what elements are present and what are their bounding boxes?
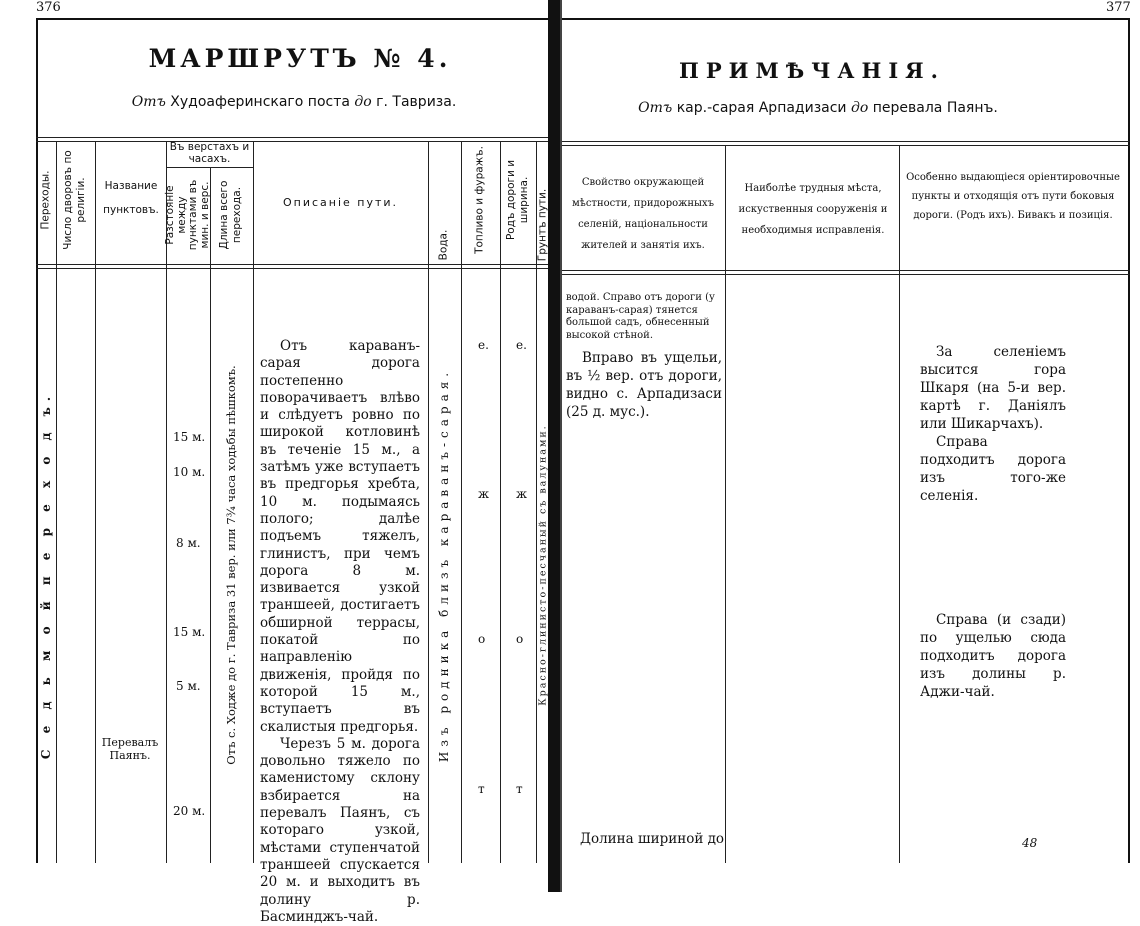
toplivo-mark-4: т [478, 782, 485, 796]
rod-mark-1: е. [516, 338, 527, 352]
notes-subtitle: Отъ кар.-сарая Арпадизаси до перевала Паянъ. [638, 100, 998, 116]
route-description [260, 338, 420, 926]
rod-mark-2: ж [516, 487, 528, 501]
toplivo-mark-3: о [478, 632, 486, 646]
distance-3: 8 м. [176, 536, 201, 550]
description-paragraph-2: Черезъ 5 м. дорога довольно тяжело по каменистому склону взбирается на перевалъ Паянъ, съ котораго узкой, мѣстами ступенчатой траншеей спускается 20 м. и выходитъ въ долину р. Басминджъ-чай. [260, 735, 420, 925]
notes-col3-note-2: Справа подходитъ дорога изъ того-же селенія. [920, 434, 1066, 504]
grunt-text: Красно-глинисто-песчаный съ валунами. [537, 424, 549, 706]
header-rod-dorogi: Родъ дороги и ширина. [505, 159, 530, 241]
header-versty: Въ верстахъ и часахъ. [169, 141, 250, 165]
distance-5: 5 м. [176, 679, 201, 693]
notes-col3-note-1: За селеніемъ высится гора Шкаря (на 5-и вер. картѣ г. Даніялъ или Шикарчахъ). [920, 344, 1066, 432]
rod-mark-3: о [516, 632, 524, 646]
distance-1: 15 м. [173, 430, 206, 444]
header-rasst: Разстояніе между пунктами въ мин. и верс. [164, 179, 211, 251]
notes-title: ПРИМѢЧАНІЯ. [679, 58, 945, 83]
left-page [0, 0, 556, 925]
sheet-number: 48 [1022, 836, 1038, 850]
toplivo-mark-2: ж [478, 487, 490, 501]
total-length: Отъ с. Ходже до г. Тавриза 31 вер. или 7¾ часа ходьбы пѣшкомъ. [224, 365, 238, 765]
notes-col3-block1 [920, 343, 1066, 505]
distance-2: 10 м. [173, 465, 206, 479]
notes-header-col2: Наиболѣе трудныя мѣста, искуственныя сооруженія и необходимыя исправленія. [738, 183, 888, 236]
header-perekhody: Переходы. [39, 170, 52, 230]
page-number-left: 376 [36, 0, 61, 15]
notes-header-col3: Особенно выдающіеся оріентировочные пункты и отходящія отъ пути боковыя дороги. (Родъ ихъ). Бивакъ и позиція. [906, 172, 1120, 221]
header-voda: Вода. [437, 229, 450, 261]
notes-col1-main: Вправо въ ущельи, въ ½ вер. отъ дороги, видно с. Арпадизаси (25 д. мус.). [566, 350, 722, 420]
rod-mark-4: т [516, 782, 523, 796]
header-opisanie: Описаніе пути. [282, 196, 399, 209]
route-title: МАРШРУТЪ № 4. [148, 44, 452, 73]
point-name: Перевалъ Паянъ. [101, 736, 159, 762]
perekhod-label: С е д ь м о й п е р е х о д ъ. [39, 390, 53, 760]
toplivo-mark-1: е. [478, 338, 489, 352]
description-paragraph-1: Отъ караванъ-сарая дорога постепенно поворачиваетъ влѣво и слѣдуетъ ровно по широкой котловинѣ въ теченіе 15 м., а затѣмъ уже вступаетъ въ предгорья хребта, 10 м. подымаясь полого; далѣе подъемъ тяжелъ, глинистъ, при чемъ дорога 8 м. извивается узкой траншеей, достигаетъ обширной террасы, покатой по направленію движенія, пройдя по которой 15 м., вступаетъ въ скалистыя предгорья. [260, 338, 420, 735]
notes-col3-note-3: Справа (и сзади) по ущелью сюда подходитъ дорога изъ долины р. Аджи-чай. [920, 612, 1066, 700]
page-number-right: 377 [1106, 0, 1131, 15]
header-dvory: Число дворовъ по религіи. [62, 150, 87, 250]
header-nazvanie: Название пунктовъ. [103, 180, 159, 216]
route-subtitle: Отъ Худоаферинскаго поста до г. Тавриза. [131, 94, 457, 110]
distance-4: 15 м. [173, 625, 206, 639]
notes-col1-bottom: Долина шириной до [580, 831, 725, 847]
distance-6: 20 м. [173, 804, 206, 818]
header-grunt: Грунтъ пути. [536, 188, 549, 262]
notes-header-col1: Свойство окружающей мѣстности, придорожныхъ селеній, національности жителей и занятія ихъ. [572, 177, 714, 251]
notes-col1-small: водой. Справо отъ дороги (у караванъ-сарая) тянется большой садъ, обнесенный высокой стѣной. [566, 292, 715, 341]
notes-col3-block2 [920, 611, 1066, 701]
header-toplivo: Топливо и фуражъ. [473, 146, 486, 254]
right-page [556, 0, 1140, 892]
header-dlina: Длина всего перехода. [218, 180, 243, 250]
voda-text: Изъ родника близъ караванъ-сарая. [437, 367, 451, 763]
